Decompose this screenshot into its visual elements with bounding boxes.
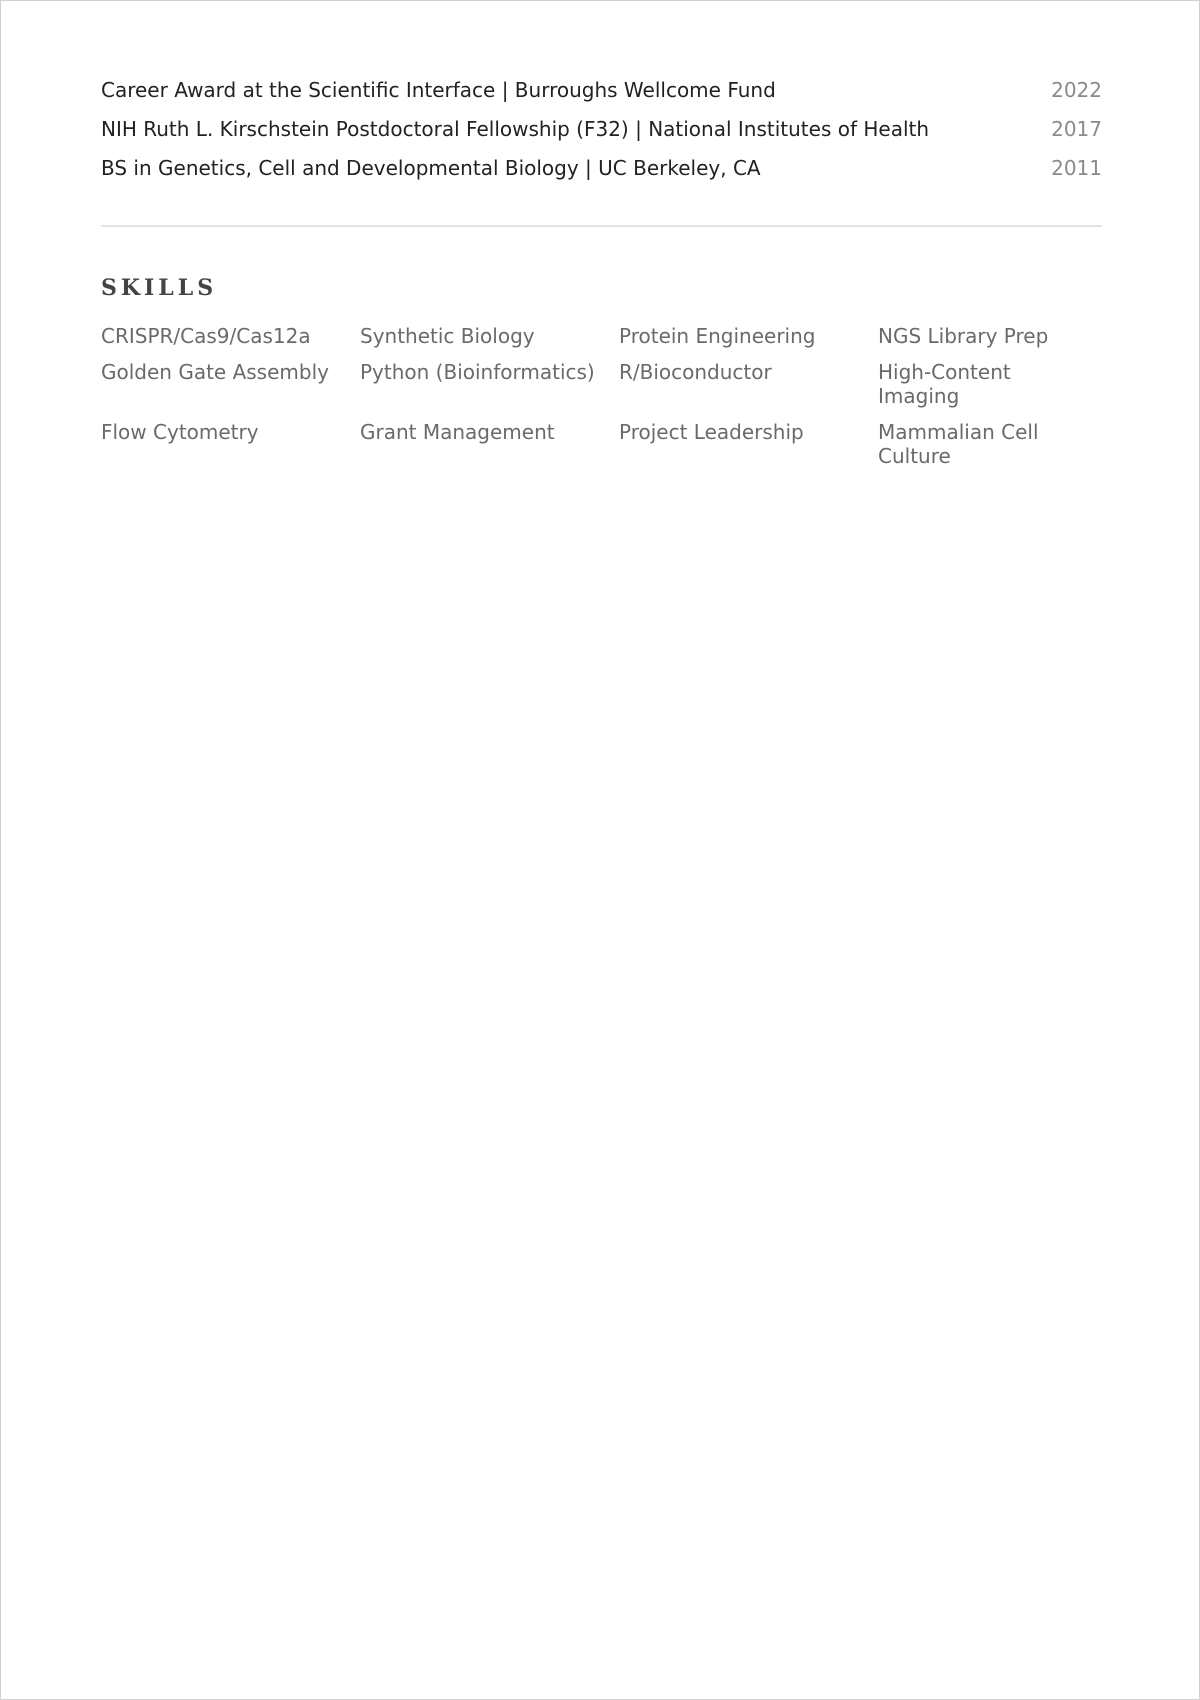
skill-item: Python (Bioinformatics) (360, 360, 595, 384)
honor-year: 2017 (1051, 117, 1102, 141)
skill-item: CRISPR/Cas9/Cas12a (101, 324, 311, 348)
honor-title: NIH Ruth L. Kirschstein Postdoctoral Fellowship (F32) | National Institutes of Health (101, 117, 930, 141)
skill-item: Mammalian Cell Culture (878, 420, 1039, 468)
honor-year: 2011 (1051, 156, 1102, 180)
honor-year: 2022 (1051, 78, 1102, 102)
skill-item: Project Leadership (619, 420, 804, 444)
skill-item: Grant Management (360, 420, 555, 444)
skills-heading: SKILLS (101, 275, 218, 301)
skill-item: NGS Library Prep (878, 324, 1049, 348)
skill-item: R/Bioconductor (619, 360, 772, 384)
section-divider (101, 225, 1102, 227)
skill-item: Synthetic Biology (360, 324, 535, 348)
honor-item (101, 71, 1102, 110)
honor-title: Career Award at the Scientific Interface | Burroughs Wellcome Fund (101, 78, 776, 102)
skill-item: High-Content Imaging (878, 360, 1011, 408)
skill-item: Golden Gate Assembly (101, 360, 329, 384)
honors-list (101, 71, 1102, 188)
skill-item: Flow Cytometry (101, 420, 259, 444)
skills-grid (101, 324, 1102, 468)
skill-item: Protein Engineering (619, 324, 816, 348)
honor-item (101, 149, 1102, 188)
honor-item (101, 110, 1102, 149)
honor-title: BS in Genetics, Cell and Developmental Biology | UC Berkeley, CA (101, 156, 761, 180)
